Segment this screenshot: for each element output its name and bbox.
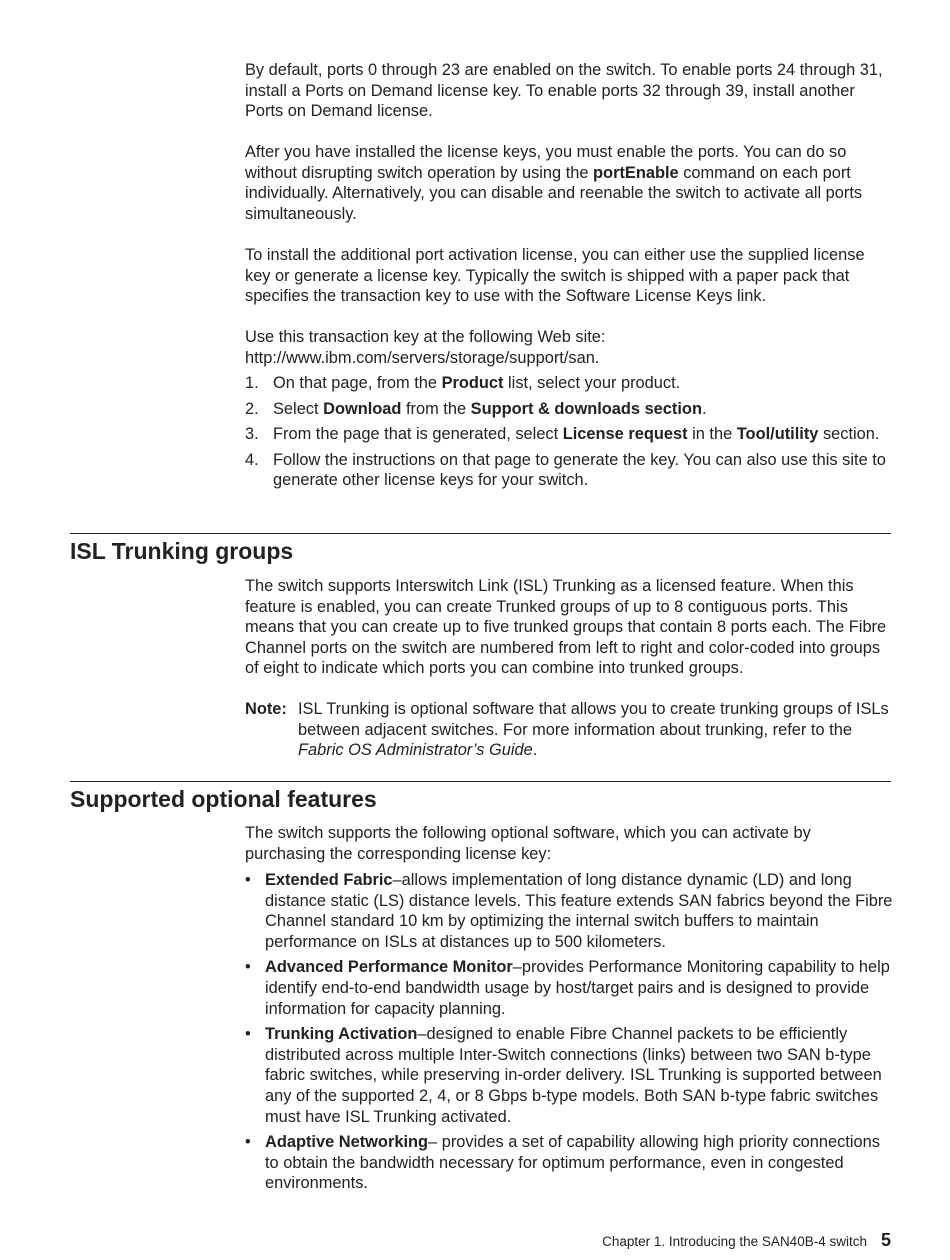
paragraph-transaction-key: Use this transaction key at the following Web site: http://www.ibm.com/servers/storage/support/san. <box>245 328 606 367</box>
section-heading-isl-trunking: ISL Trunking groups <box>70 538 294 564</box>
feature-item-advanced-performance-monitor: • Advanced Performance Monitor–provides Performance Monitoring capability to help identify end-to-end bandwidth usage by host/target pairs and is designed to provide information for capacity planning. <box>245 958 890 1018</box>
paragraph-default-ports: By default, ports 0 through 23 are enabled on the switch. To enable ports 24 through 31, install a Ports on Demand license key. To enable ports 32 through 39, install another Ports on Demand license. <box>245 61 883 121</box>
paragraph-enable-ports: After you have installed the license keys, you must enable the ports. You can do so without disrupting switch operation by using the portEnable command on each port individually. Alternatively, you can disable and reenable the switch to activate all ports simultaneously. <box>245 143 863 223</box>
step-item: 3. From the page that is generated, select License request in the Tool/utility section. <box>245 425 880 444</box>
isl-paragraph-block <box>245 576 893 679</box>
bullet-marker: • <box>245 1025 251 1044</box>
step-item: 2. Select Download from the Support & downloads section. <box>245 399 707 418</box>
bullet-marker: • <box>245 871 251 889</box>
intro-block-4 <box>245 327 893 368</box>
intro-block-3 <box>245 245 893 307</box>
bullet-marker: • <box>245 1133 251 1152</box>
page-number: 5 <box>880 1230 891 1250</box>
feature-item-trunking-activation: • Trunking Activation–designed to enable Fibre Channel packets to be efficiently distributed across multiple Inter-Switch connections (links) between two SAN b-type fabric switches, while preserving in-order delivery. ISL Trunking is supported between any of the supported 2, 4, or 8 Gbps b-type models. Both SAN b-type fabric switches must have ISL Trunking activated. <box>245 1025 882 1126</box>
section-divider <box>70 781 891 782</box>
feature-item-adaptive-networking: • Adaptive Networking– provides a set of capability allowing high priority connections to obtain the bandwidth necessary for optimum performance, even in congested environments. <box>245 1133 880 1193</box>
section-divider <box>70 533 891 534</box>
note-label: Note: <box>245 700 287 718</box>
note-text: ISL Trunking is optional software that allows you to create trunking groups of ISLs between adjacent switches. For more information about trunking, refer to the Fabric OS Administrator’s Guide. <box>298 700 889 760</box>
bullet-marker: • <box>245 958 251 977</box>
command-portenable: portEnable <box>593 163 679 182</box>
optional-intro-block <box>245 823 893 864</box>
paragraph-install-license: To install the additional port activation license, you can either use the supplied license key or generate a license key. Typically the switch is shipped with a paper pack that specifies the transaction key to use with the Software License Keys link. <box>245 246 865 306</box>
paragraph-optional-intro: The switch supports the following optional software, which you can activate by purchasing the corresponding license key: <box>245 824 811 863</box>
feature-item-extended-fabric: • Extended Fabric–allows implementation of long distance dynamic (LD) and long distance static (LS) distance levels. This feature extends SAN fabrics beyond the Fibre Channel standard 10 km by optimizing the internal switch buffers to maintain performance on ISLs at distances up to 500 kilometers. <box>245 871 893 951</box>
note <box>245 699 893 761</box>
chapter-title: Chapter 1. Introducing the SAN40B-4 switch <box>602 1234 867 1249</box>
page-footer <box>602 1229 891 1253</box>
note-block <box>245 699 893 761</box>
intro-block-2 <box>245 142 893 224</box>
section-heading-optional-features: Supported optional features <box>70 786 377 812</box>
feature-list <box>245 870 893 1199</box>
steps-list <box>245 373 893 496</box>
guide-title: Fabric OS Administrator’s Guide <box>298 741 533 760</box>
intro-block <box>245 60 893 122</box>
paragraph-isl-trunking: The switch supports Interswitch Link (ISL) Trunking as a licensed feature. When this feature is enabled, you can create Trunked groups of up to 8 contiguous ports. This means that you can create up to five trunked groups that contain 8 ports each. The Fibre Channel ports on the switch are numbered from left to right and color-coded into groups of eight to indicate which ports you can combine into trunked groups. <box>245 577 887 678</box>
step-item: 4. Follow the instructions on that page to generate the key. You can also use this site to generate other license keys for your switch. <box>245 450 886 490</box>
step-item: 1. On that page, from the Product list, select your product. <box>245 374 681 392</box>
